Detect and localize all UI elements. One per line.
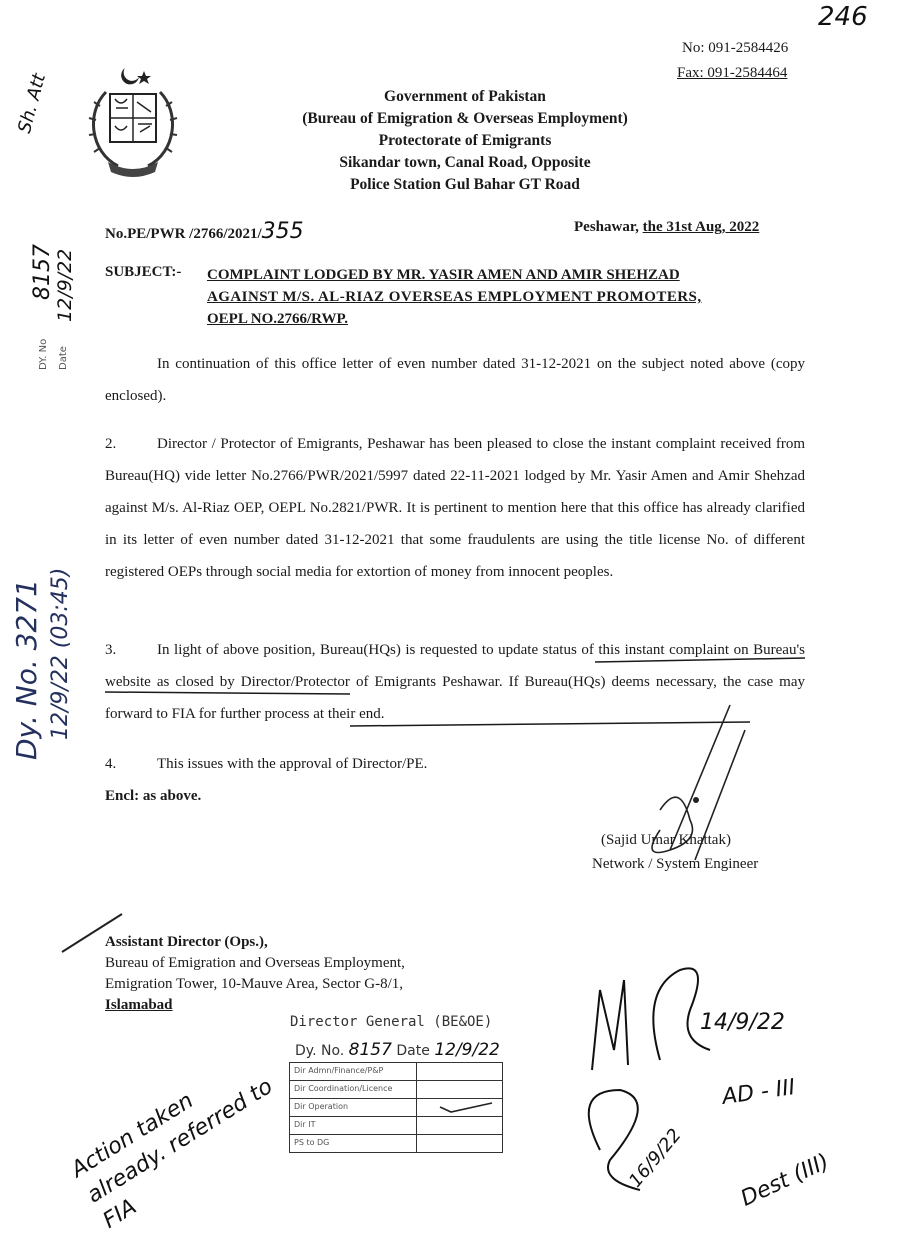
ad-mark-handwritten: AD - III bbox=[720, 1075, 797, 1110]
margin-date-handwritten: 12/9/22 bbox=[54, 248, 76, 322]
margin-stamp-date-label: Date bbox=[58, 346, 69, 370]
bottom-date-handwritten: 16/9/22 bbox=[625, 1124, 686, 1192]
paragraph-text: This issues with the approval of Director/PE. bbox=[157, 756, 428, 772]
stamp-row: Dir IT bbox=[290, 1117, 502, 1135]
stamp-dy-label: Dy. No. bbox=[295, 1043, 345, 1059]
date-text: the 31st Aug, 2022 bbox=[642, 219, 760, 235]
margin-stamp-dy-label: DY. No bbox=[38, 338, 49, 370]
action-note-handwritten: Action taken already. referred to FIA bbox=[67, 1074, 278, 1234]
stamp-date-label: Date bbox=[396, 1043, 430, 1059]
subject-line: COMPLAINT LODGED BY MR. YASIR AMEN AND AMIR SHEHZAD bbox=[207, 267, 680, 283]
paragraph-number: 2. bbox=[105, 436, 117, 452]
letterhead bbox=[0, 86, 900, 196]
stamp-row: Dir Operation bbox=[290, 1099, 502, 1117]
checkmark-icon bbox=[437, 1099, 497, 1115]
paragraph-number: 3. bbox=[105, 642, 117, 658]
stamp-row: Dir Admn/Finance/P&P bbox=[290, 1063, 502, 1081]
recipient-line: Islamabad bbox=[105, 997, 173, 1013]
stamp-row: PS to DG bbox=[290, 1135, 502, 1153]
diary-number-handwritten: Dy. No. 3271 bbox=[10, 579, 43, 760]
subject-line: AGAINST M/S. AL-RIAZ OVERSEAS EMPLOYMENT PROMOTERS, bbox=[207, 289, 702, 305]
stamp-diary-line bbox=[295, 1040, 500, 1060]
letter-date bbox=[574, 219, 759, 236]
stamp-routing-table bbox=[289, 1062, 503, 1153]
paragraph-1: In continuation of this office letter of even number dated 31-12-2021 on the subject noted above (copy enclosed). bbox=[105, 356, 805, 404]
subject-label: SUBJECT:- bbox=[105, 264, 182, 280]
subject-line: OEPL NO.2766/RWP. bbox=[207, 311, 349, 327]
stamp-dy-value: 8157 bbox=[348, 1040, 392, 1060]
stamp-date-value: 12/9/22 bbox=[434, 1040, 500, 1060]
letterhead-line: Sikandar town, Canal Road, Opposite bbox=[339, 154, 591, 171]
paragraph-text: Director / Protector of Emigrants, Peshawar has been pleased to close the instant complaint received from Bureau(HQ) vide letter No.2766/PWR/2021/5997 dated 22-11-2021 lodged by Mr. Yasir Amen and Amir Shehzad against M/s. Al-Riaz OEP, OEPL No.2821/PWR. It is pertinent to mention here that this office has already clarified in its letter of even number dated 31-12-2021 that some fraudulents are using the title license No. of different registered OEPs through social media for extortion of money from innocent peoples. bbox=[105, 436, 805, 580]
reference-handwritten-suffix: 355 bbox=[261, 219, 304, 244]
page-number: 246 bbox=[818, 2, 868, 32]
reference-number-text: No.PE/PWR /2766/2021/ bbox=[105, 226, 262, 242]
recipient-line: Bureau of Emigration and Overseas Employment, bbox=[105, 955, 405, 971]
fax-number: Fax: 091-2584464 bbox=[677, 65, 788, 81]
reference-number bbox=[105, 219, 304, 244]
signature-mark bbox=[610, 700, 760, 880]
phone-number: No: 091-2584426 bbox=[682, 40, 789, 56]
letterhead-line: (Bureau of Emigration & Overseas Employment) bbox=[302, 110, 628, 127]
dest-mark-handwritten: Dest (III) bbox=[737, 1149, 834, 1212]
letterhead-line: Police Station Gul Bahar GT Road bbox=[350, 176, 580, 193]
stamp-header: Director General (BE&OE) bbox=[290, 1014, 493, 1030]
recipient-address bbox=[105, 932, 405, 1016]
signatory-title: Network / System Engineer bbox=[592, 856, 759, 872]
letterhead-line: Protectorate of Emigrants bbox=[378, 132, 552, 149]
margin-dy-handwritten: 8157 bbox=[30, 244, 55, 300]
margin-short-note: Sh. Att bbox=[14, 71, 50, 136]
initial-date-handwritten: 14/9/22 bbox=[700, 1010, 785, 1035]
diary-date-handwritten: 12/9/22 (03:45) bbox=[48, 567, 73, 740]
paragraph-text: In light of above position, Bureau(HQs) is requested to update status of this instant complaint on Bureau's website as closed by Director/Protector of Emigrants Peshawar. If Bureau(HQs) deems necessary, the case may forward to FIA for further process at their end. bbox=[105, 642, 805, 722]
paragraph-2 bbox=[105, 428, 805, 588]
enclosure-note: Encl: as above. bbox=[105, 788, 202, 804]
recipient-line: Emigration Tower, 10-Mauve Area, Sector G-8/1, bbox=[105, 976, 403, 992]
paragraph-number: 4. bbox=[105, 756, 117, 772]
signatory-name: (Sajid Umar Khattak) bbox=[601, 832, 731, 848]
letterhead-line: Government of Pakistan bbox=[384, 88, 546, 105]
recipient-line: Assistant Director (Ops.), bbox=[105, 934, 268, 950]
subject-text bbox=[207, 264, 807, 330]
stamp-row: Dir Coordination/Licence bbox=[290, 1081, 502, 1099]
date-prefix: Peshawar, bbox=[574, 219, 639, 235]
